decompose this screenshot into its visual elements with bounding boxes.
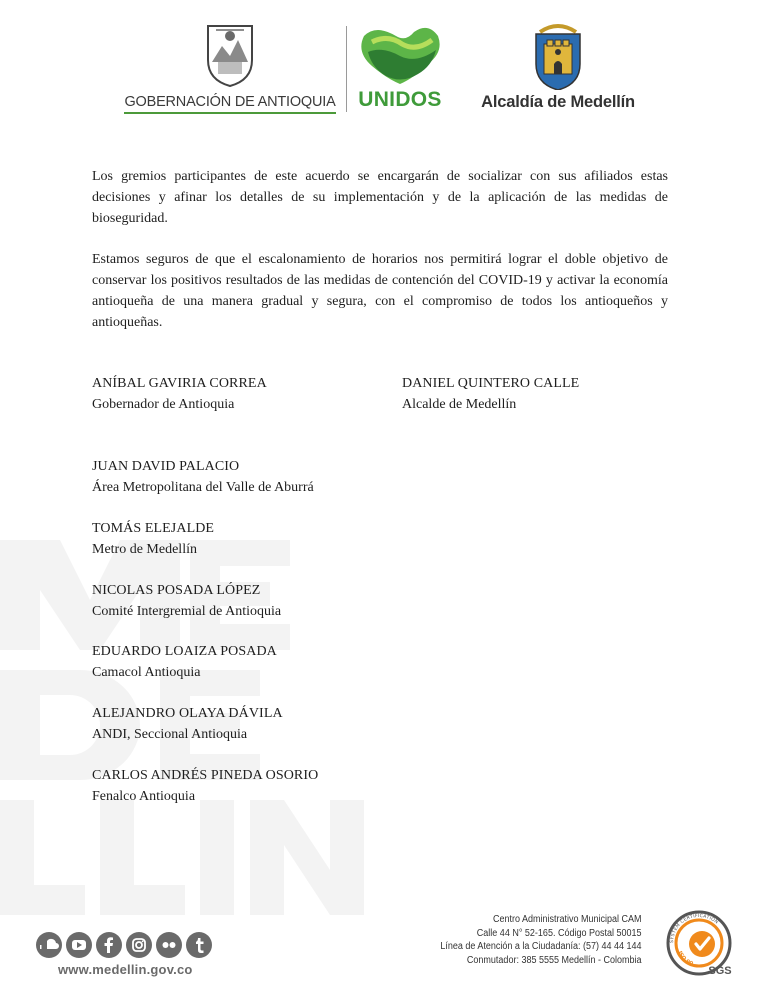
signatory-block [92,518,214,560]
signatory-role: Camacol Antioquia [92,665,201,680]
soundcloud-icon[interactable] [36,932,62,958]
signatory-name: ANÍBAL GAVIRIA CORREA [92,376,267,391]
signatory-role: Gobernador de Antioquia [92,397,235,412]
signatory-block [92,580,281,622]
sgs-certification-seal [664,908,734,978]
body-paragraph-2: Estamos seguros de que el escalonamiento de horarios nos permitirá lograr el doble objetivo de conservar los positivos resultados de las medidas de contención del COVID-19 y activar la economía antioqueña de una manera gradual y segura, con el compromiso de todos los antioqueños y antioqueñas. [92,252,668,330]
youtube-icon[interactable] [66,932,92,958]
medellin-crest-icon [530,20,586,90]
signatory-name: TOMÁS ELEJALDE [92,521,215,536]
gobernacion-label: GOBERNACIÓN DE ANTIOQUIA [124,94,336,110]
signatory-block [92,703,283,745]
alcaldia-logo [470,20,646,116]
cert-ring-text: SYSTEM CERTIFICATION [669,913,719,944]
alcaldia-label: Alcaldía de Medellín [481,93,635,111]
gobernacion-logo [124,22,336,114]
unidos-label: UNIDOS [358,88,442,111]
facebook-icon[interactable] [96,932,122,958]
signatory-name: CARLOS ANDRÉS PINEDA OSORIO [92,768,319,783]
unidos-heart-icon [352,22,448,86]
signatory-role: ANDI, Seccional Antioquia [92,727,248,742]
address-line: Calle 44 N° 52-165. Código Postal 50015 [477,927,642,939]
signatory-block [92,765,318,807]
sgs-label: SGS [708,965,732,977]
signatory-role: Alcalde de Medellín [402,397,517,412]
address-line: Centro Administrativo Municipal CAM [493,914,642,925]
antioquia-coat-of-arms-icon [204,22,256,88]
signatory-name: ALEJANDRO OLAYA DÁVILA [92,706,283,721]
cert-iso-text: ISO 90 [676,950,694,968]
signatory-role: Área Metropolitana del Valle de Aburrá [92,480,314,495]
unidos-logo [352,22,448,114]
signatory-role: Metro de Medellín [92,542,197,557]
signatory-role: Fenalco Antioquia [92,789,196,804]
signatory-block [402,373,579,415]
instagram-icon[interactable] [126,932,152,958]
body-paragraph-1: Los gremios participantes de este acuerdo se encargarán de socializar con sus afiliados estas decisiones y afinar los detalles de su implementación y de la aplicación de las medidas de bioseguridad. [92,169,668,226]
gobernacion-underline [124,112,336,114]
header-divider [346,26,347,112]
address-block [418,913,642,967]
flickr-icon[interactable] [156,932,182,958]
signatory-role: Comité Intergremial de Antioquia [92,604,282,619]
signatory-name: DANIEL QUINTERO CALLE [402,376,580,391]
signatory-name: NICOLAS POSADA LÓPEZ [92,583,261,598]
website-link[interactable]: www.medellin.gov.co [58,962,193,977]
address-line: Línea de Atención a la Ciudadanía: (57) 44 44 144 [440,941,642,952]
signatory-name: JUAN DAVID PALACIO [92,459,240,474]
signatory-block [92,641,277,683]
tumblr-icon[interactable] [186,932,212,958]
signatory-block [92,373,267,415]
address-line: Conmutador: 385 5555 Medellín - Colombia [467,954,642,966]
signatory-block [92,456,314,498]
signatory-name: EDUARDO LOAIZA POSADA [92,644,277,659]
